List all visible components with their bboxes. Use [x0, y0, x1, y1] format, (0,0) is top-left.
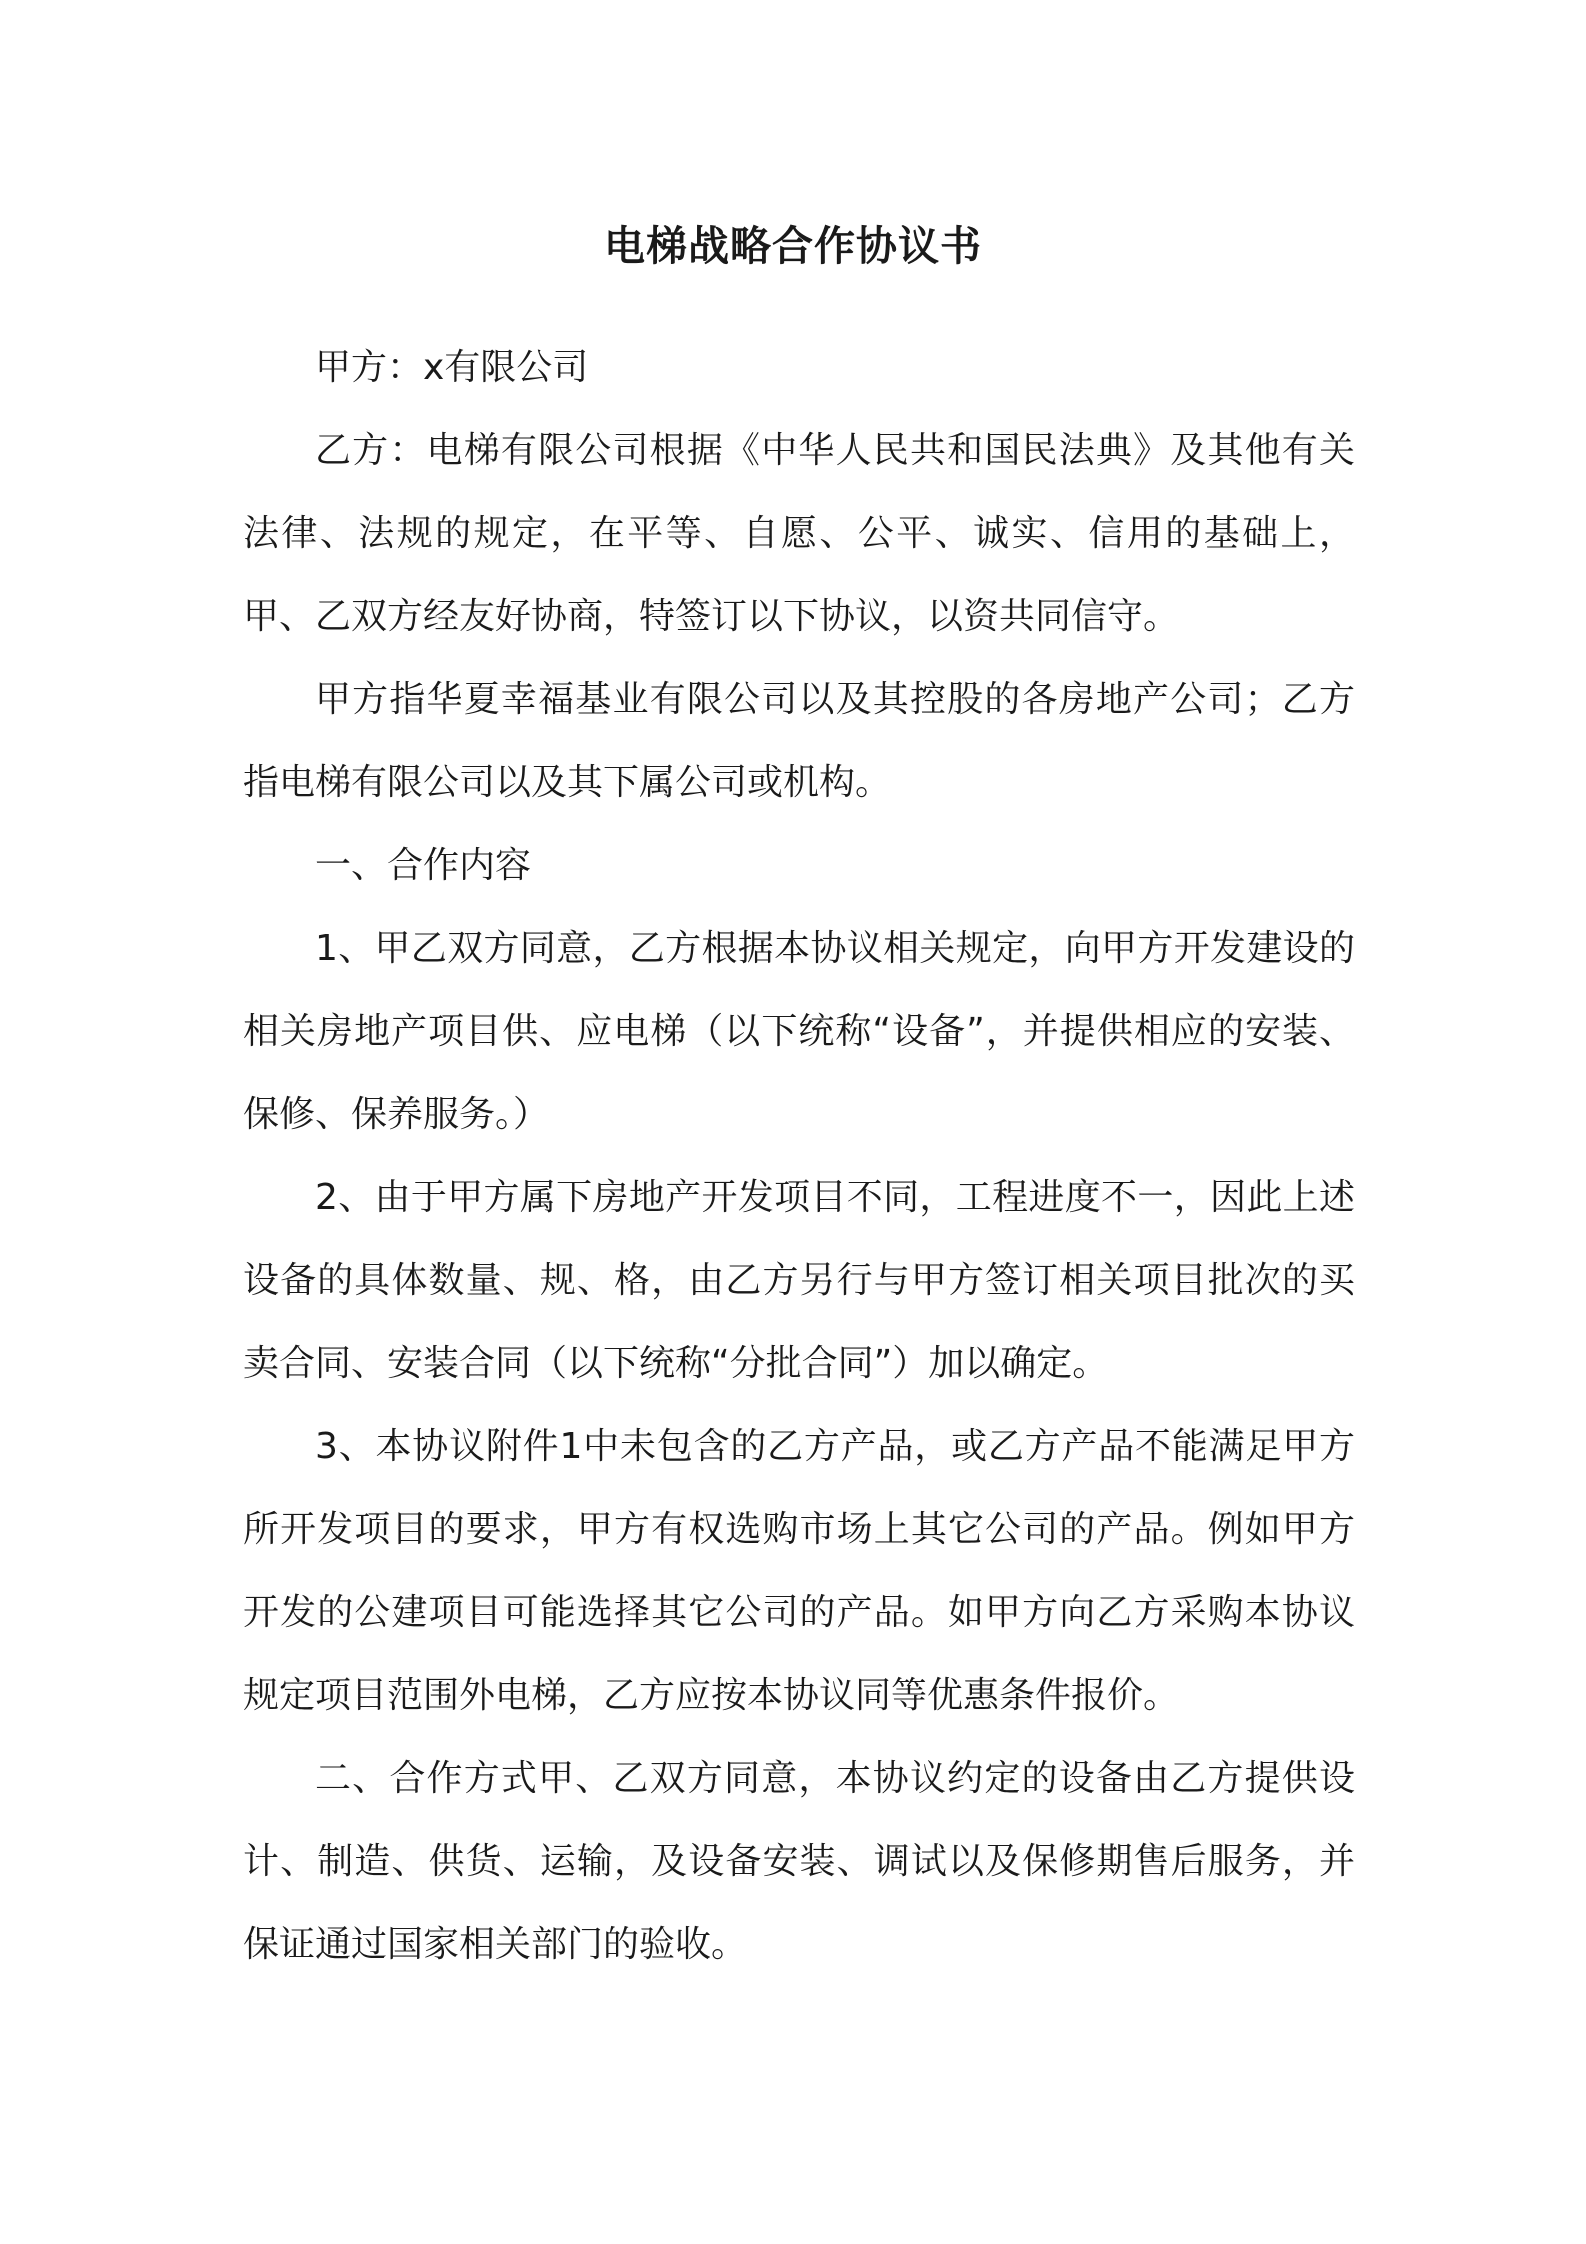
clause-1: 1、甲乙双方同意，乙方根据本协议相关规定，向甲方开发建设的相关房地产项目供、应电梯（以下统称“设备”，并提供相应的安装、保修、保养服务。）	[243, 928, 1355, 1135]
document-title: 电梯战略合作协议书	[604, 222, 982, 270]
party-b-preamble: 乙方：电梯有限公司根据《中华人民共和国民法典》及其他有关法律、法规的规定，在平等、自愿、公平、诚实、信用的基础上，甲、乙双方经友好协商，特签订以下协议，以资共同信守。	[243, 430, 1355, 637]
party-a-line: 甲方：x有限公司	[315, 347, 589, 388]
document-body	[243, 326, 1355, 1986]
clause-2: 2、由于甲方属下房地产开发项目不同，工程进度不一，因此上述设备的具体数量、规、格，由乙方另行与甲方签订相关项目批次的买卖合同、安装合同（以下统称“分批合同”）加以确定。	[243, 1177, 1355, 1384]
section-cooperation-method: 二、合作方式甲、乙双方同意，本协议约定的设备由乙方提供设计、制造、供货、运输，及设备安装、调试以及保修期售后服务，并保证通过国家相关部门的验收。	[243, 1758, 1355, 1965]
clause-3: 3、本协议附件1中未包含的乙方产品，或乙方产品不能满足甲方所开发项目的要求，甲方有权选购市场上其它公司的产品。例如甲方开发的公建项目可能选择其它公司的产品。如甲方向乙方采购本协议规定项目范围外电梯，乙方应按本协议同等优惠条件报价。	[243, 1426, 1355, 1716]
section-heading-cooperation-content: 一、合作内容	[315, 845, 532, 886]
party-definitions: 甲方指华夏幸福基业有限公司以及其控股的各房地产公司；乙方指电梯有限公司以及其下属公司或机构。	[243, 679, 1355, 803]
